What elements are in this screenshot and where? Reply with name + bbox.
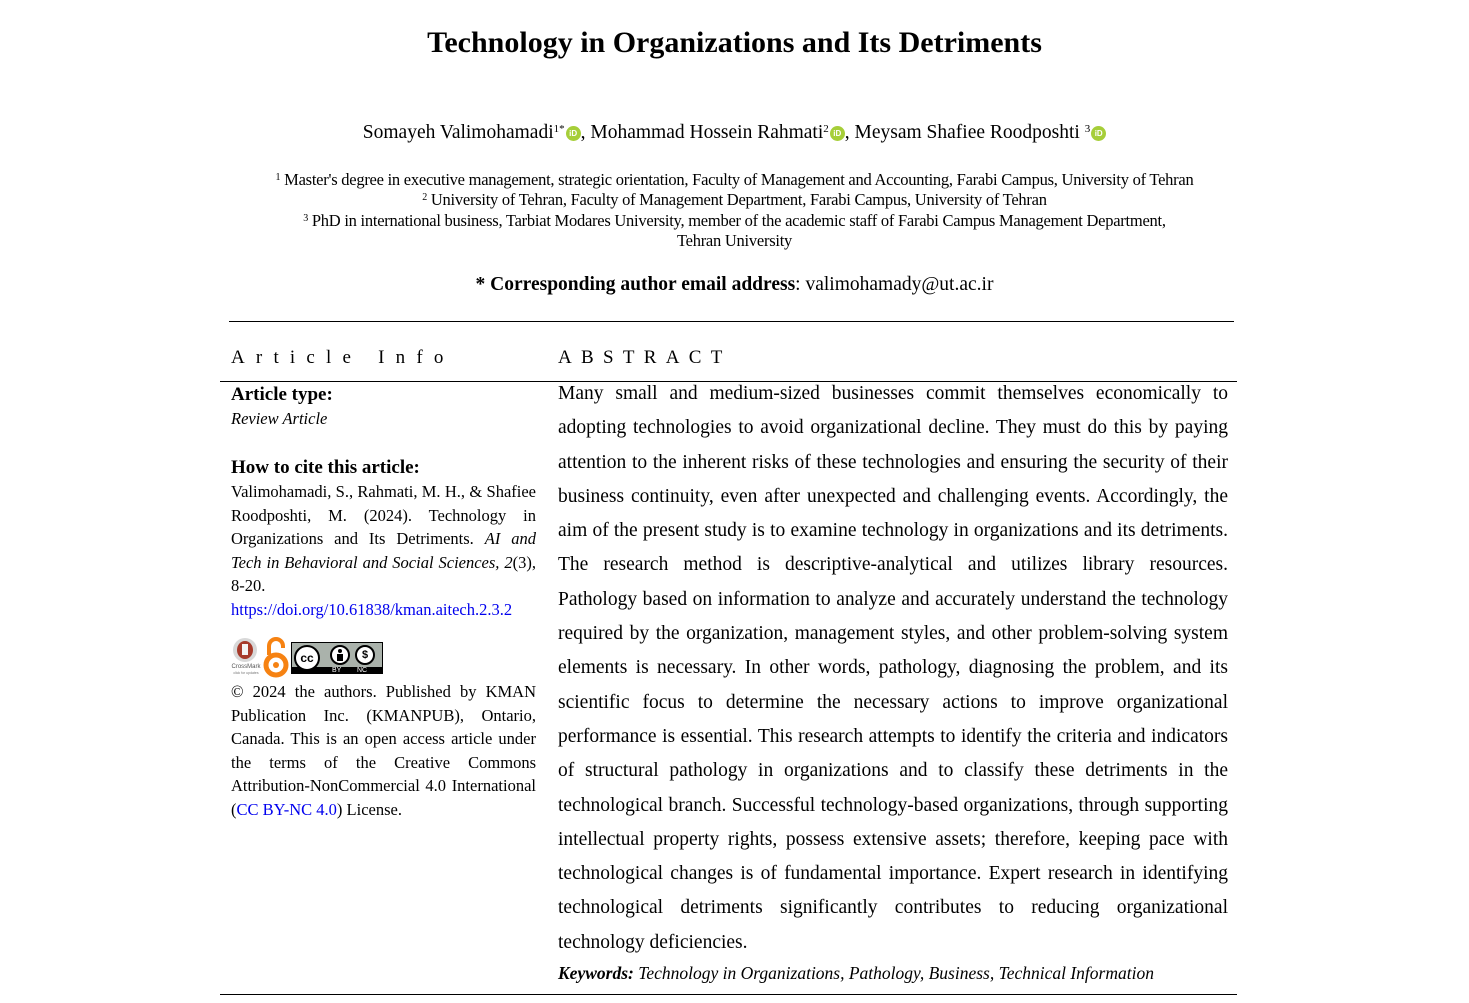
bottom-divider	[220, 994, 1237, 995]
affiliation-text: PhD in international business, Tarbiat Modares University, member of the academic staff of Farabi Campus Management Department,	[311, 211, 1166, 230]
author-name: Mohammad Hossein Rahmati	[590, 122, 824, 143]
article-type-label: Article type:	[231, 384, 333, 405]
author-superscript: 2	[823, 123, 829, 135]
citation-authors: Valimohamadi, S., Rahmati, M. H., & Shafiee Roodposhti, M. (2024). Technology in Organizations and Its Detriments.	[231, 482, 536, 548]
by-label: BY	[332, 667, 342, 674]
keywords-value: Technology in Organizations, Pathology, Business, Technical Information	[638, 963, 1154, 983]
affiliation-continued: Tehran University	[676, 231, 793, 250]
citation-journal: AI and Tech in Behavioral and Social Sciences, 2	[231, 529, 537, 572]
article-info-heading: Article Info	[231, 347, 455, 368]
open-access-icon	[262, 635, 290, 679]
nc-label: NC	[357, 667, 368, 674]
corresponding-label: * Corresponding author email address	[475, 274, 796, 295]
license-text	[231, 680, 536, 821]
affiliation	[0, 170, 1469, 190]
author-superscript: 3	[1084, 123, 1091, 135]
affiliation	[0, 190, 1469, 210]
keywords-label: Keywords:	[558, 963, 634, 983]
affiliation-number: 3	[303, 213, 308, 224]
orcid-icon[interactable]: iD	[1091, 126, 1106, 141]
cc-icon: cc	[294, 645, 320, 671]
doi-link[interactable]: https://doi.org/10.61838/kman.aitech.2.3.2	[231, 599, 513, 619]
author-superscript: 1*	[553, 123, 565, 135]
affiliation-number: 2	[422, 192, 428, 203]
affiliation	[0, 211, 1469, 231]
article-type-value: Review Article	[231, 409, 328, 428]
cc-license-link[interactable]: CC BY-NC 4.0	[236, 799, 337, 819]
cc-by-nc-badge[interactable]	[291, 642, 383, 674]
crossmark-icon[interactable]	[231, 636, 261, 678]
orcid-icon[interactable]: iD	[566, 126, 581, 141]
author-name: Meysam Shafiee Roodposhti	[854, 122, 1080, 143]
corresponding-author: * Corresponding author email address: valimohamady@ut.ac.ir	[475, 274, 994, 295]
affiliation-text: Master's degree in executive management, strategic orientation, Faculty of Management and Accounting, Farabi Campus, University of Tehran	[284, 170, 1194, 189]
crossmark-sub: click for updates	[233, 671, 259, 675]
cite-label: How to cite this article:	[231, 457, 420, 478]
affiliation-text: University of Tehran, Faculty of Management Department, Farabi Campus, University of Tehran	[430, 190, 1047, 209]
license-text-after: ) License.	[336, 799, 402, 819]
author-name: Somayeh Valimohamadi	[362, 122, 554, 143]
affiliation-number: 1	[275, 172, 281, 183]
by-person-icon	[330, 645, 350, 665]
citation-issue: (3), 8-20.	[231, 552, 536, 595]
article-info-column	[231, 382, 536, 821]
citation-text	[231, 480, 536, 598]
orcid-icon[interactable]: iD	[830, 126, 845, 141]
nc-dollar-icon: $	[355, 645, 375, 665]
top-divider	[229, 321, 1234, 322]
badge-row	[231, 636, 536, 680]
abstract-heading: ABSTRACT	[558, 347, 732, 368]
abstract-text: Many small and medium-sized businesses commit themselves economically to adopting technologies to avoid organizational decline. They must do this by paying attention to the inherent risks of these technologies and ensuring the security of their business continuity, even after unexpected and challenging events. Accordingly, the aim of the present study is to examine technology in organizations and its detriments. The research method is descriptive-analytical and utilizes library resources. Pathology based on information to analyze and accurately understand the technology required by the organization, management styles, and other problem-solving system elements is necessary. In other words, pathology, diagnosing the problem, and its scientific focus to determine the necessary actions to improve organizational performance is essential. This research attempts to identify the criteria and indicators of structural pathology in organizations and to classify these detriments in the technological branch. Successful technology-based organizations, through supporting intellectual property rights, possess extensive assets; therefore, keeping pace with technological changes is of fundamental importance. Expert research in identifying technological detriments significantly contributes to reducing organizational technology deficiencies.	[558, 383, 1228, 953]
paper-title: Technology in Organizations and Its Detriments	[427, 26, 1042, 59]
corresponding-email[interactable]: valimohamady@ut.ac.ir	[805, 274, 994, 295]
author-list: Somayeh Valimohamadi$^{1*}$ iD , Mohammad Hossein Rahmati$^2$ iD , Meysam Shafiee Roodposhti $^3$ iD	[0, 122, 1469, 144]
keywords-line	[558, 963, 1154, 984]
license-text-before: © 2024 the authors. Published by KMAN Publication Inc. (KMANPUB), Ontario, Canada. This is an open access article under the terms of the Creative Commons Attribution-NonCommercial 4.0 International (	[231, 682, 536, 819]
crossmark-label: CrossMark	[231, 664, 261, 670]
